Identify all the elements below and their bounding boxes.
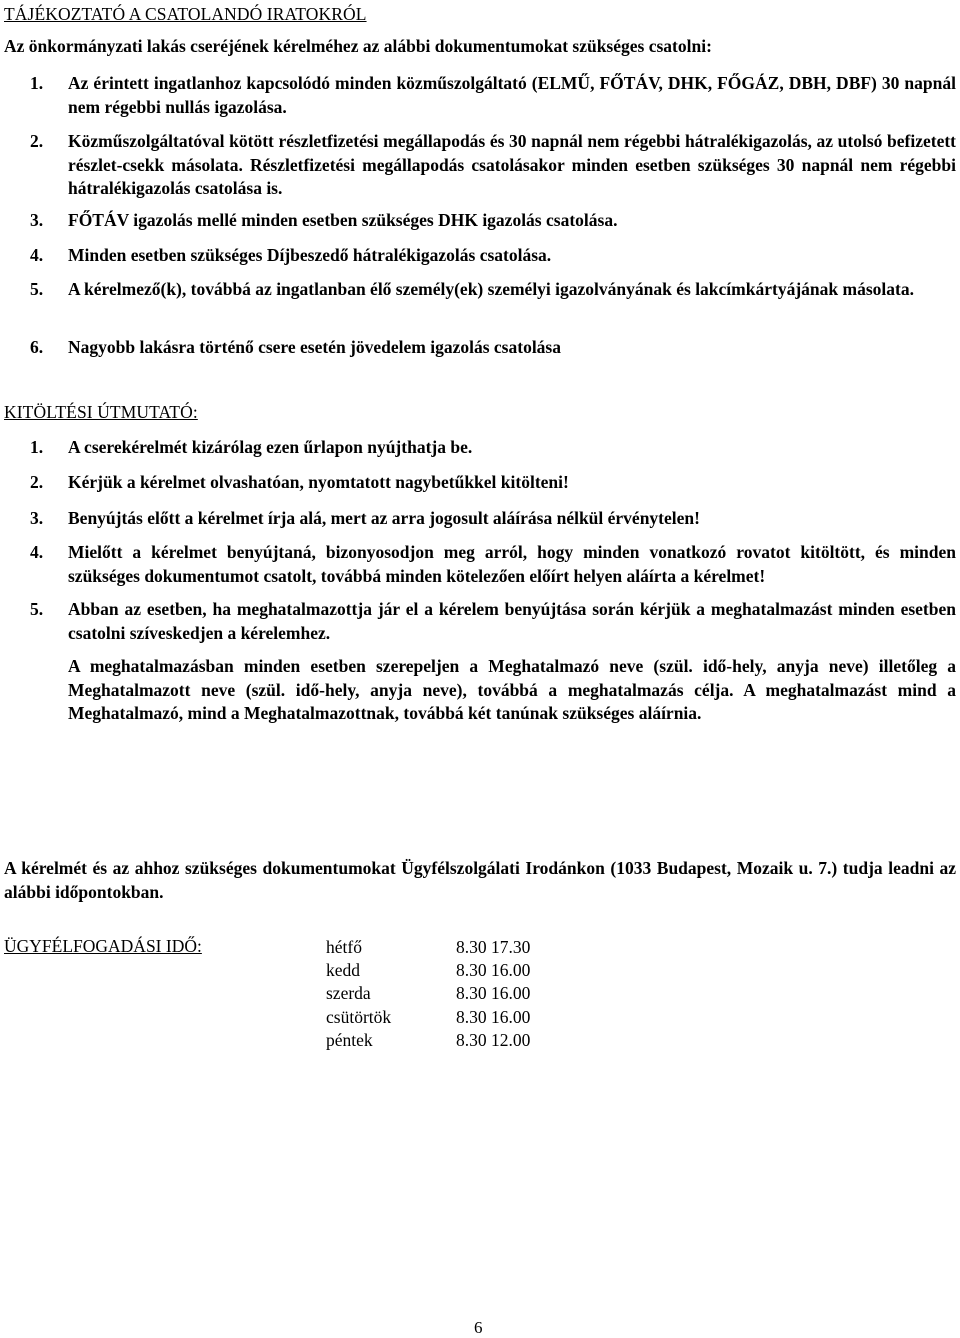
list-item-text: Mielőtt a kérelmet benyújtaná, bizonyosodjon meg arról, hogy minden vonatkozó rovatot kitöltött, és minden szükséges dokumentumot csatolt, továbbá minden kötelezően előírt helyen aláírta a kérelmet! — [68, 542, 956, 586]
list-item-text: FŐTÁV igazolás mellé minden esetben szükséges DHK igazolás csatolása. — [68, 210, 618, 230]
section-title-instructions: KITÖLTÉSI ÚTMUTATÓ: — [4, 402, 198, 422]
office-hours-row — [326, 982, 576, 1005]
office-hours-row — [326, 1029, 576, 1052]
list-item — [30, 130, 956, 201]
power-of-attorney-paragraph: A meghatalmazásban minden esetben szerepeljen a Meghatalmazó neve (szül. idő-hely, anyja neve) illetőleg a Meghatalmazott neve (szül. idő-hely, anyja neve), továbbá a meghatalmazás célja. A meghatalmazást mind a Meghatalmazó, mind a Meghatalmazottnak, továbbá két tanúnak szükséges aláírnia. — [68, 656, 956, 723]
list-item — [30, 541, 956, 588]
closing-paragraph: A kérelmét és az ahhoz szükséges dokumentumokat Ügyfélszolgálati Irodánkon (1033 Budapest, Mozaik u. 7.) tudja leadni az alábbi időpontokban. — [4, 858, 956, 902]
list-item-number: 3. — [30, 210, 44, 230]
office-hours-time: 8.30 16.00 — [456, 983, 531, 1004]
list-item — [30, 507, 956, 531]
list-item — [30, 471, 956, 495]
office-hours-day: kedd — [326, 960, 361, 981]
office-hours-day: szerda — [326, 983, 371, 1004]
list-item-text: Közműszolgáltatóval kötött részletfizetési megállapodás és 30 napnál nem régebbi hátralékigazolás, az utolsó befizetett részlet-csekk másolata. Részletfizetési megállapodás csatolásakor minden esetben szükséges 30 napnál nem régebbi hátralékigazolás csatolása is. — [68, 131, 956, 198]
list-item-number: 3. — [30, 508, 44, 528]
list-item — [30, 436, 956, 460]
office-hours-row — [326, 959, 576, 982]
list-item-text: Abban az esetben, ha meghatalmazottja jár el a kérelem benyújtása során kérjük a meghatalmazást minden esetben csatolni szíveskedjen a kérelemhez. — [68, 599, 956, 643]
list-item — [30, 72, 956, 119]
office-hours-day: hétfő — [326, 937, 362, 957]
office-hours-day: péntek — [326, 1029, 373, 1050]
list-item-number: 5. — [30, 279, 44, 299]
section-title-attachments: TÁJÉKOZTATÓ A CSATOLANDÓ IRATOKRÓL — [4, 4, 367, 24]
list-item-text: A kérelmező(k), továbbá az ingatlanban élő személy(ek) személyi igazolványának és lakcímkártyájának másolata. — [68, 279, 914, 299]
list-item-number: 5. — [30, 599, 44, 619]
list-item-text: Minden esetben szükséges Díjbeszedő hátralékigazolás csatolása. — [68, 245, 552, 265]
list-item-number: 1. — [30, 437, 44, 457]
office-hours-row — [326, 1006, 576, 1029]
intro-text: Az önkormányzati lakás cseréjének kérelméhez az alábbi dokumentumokat szükséges csatolni: — [4, 36, 712, 56]
office-hours-time: 8.30 16.00 — [456, 1006, 531, 1027]
list-item — [30, 336, 956, 360]
list-item-number: 1. — [30, 73, 44, 93]
office-hours-day: csütörtök — [326, 1006, 392, 1027]
office-hours-time: 8.30 12.00 — [456, 1029, 531, 1050]
list-item-text: A cserekérelmét kizárólag ezen űrlapon nyújthatja be. — [68, 437, 473, 457]
list-item-text: Az érintett ingatlanhoz kapcsolódó minden közműszolgáltató (ELMŰ, FŐTÁV, DHK, FŐGÁZ, DBH, DBF) 30 napnál nem régebbi nullás igazolása. — [68, 73, 956, 117]
list-item-number: 2. — [30, 131, 44, 151]
list-item-number: 4. — [30, 245, 44, 265]
office-hours-table — [326, 936, 576, 1052]
office-hours-label: ÜGYFÉLFOGADÁSI IDŐ: — [4, 936, 202, 956]
list-item-text: Kérjük a kérelmet olvashatóan, nyomtatott nagybetűkkel kitölteni! — [68, 472, 569, 492]
office-hours-time: 8.30 17.30 — [456, 937, 531, 957]
list-item-number: 2. — [30, 472, 44, 492]
list-item — [30, 244, 956, 268]
office-hours-row — [326, 936, 576, 959]
office-hours-time: 8.30 16.00 — [456, 960, 531, 981]
page-number: 6 — [474, 1318, 483, 1337]
list-item — [30, 278, 956, 302]
list-item-number: 4. — [30, 542, 44, 562]
list-item — [30, 598, 956, 645]
list-item-text: Nagyobb lakásra történő csere esetén jövedelem igazolás csatolása — [68, 337, 561, 357]
list-item-text: Benyújtás előtt a kérelmet írja alá, mert az arra jogosult aláírása nélkül érvénytelen! — [68, 508, 700, 528]
list-item — [30, 209, 956, 233]
list-item-number: 6. — [30, 337, 44, 357]
